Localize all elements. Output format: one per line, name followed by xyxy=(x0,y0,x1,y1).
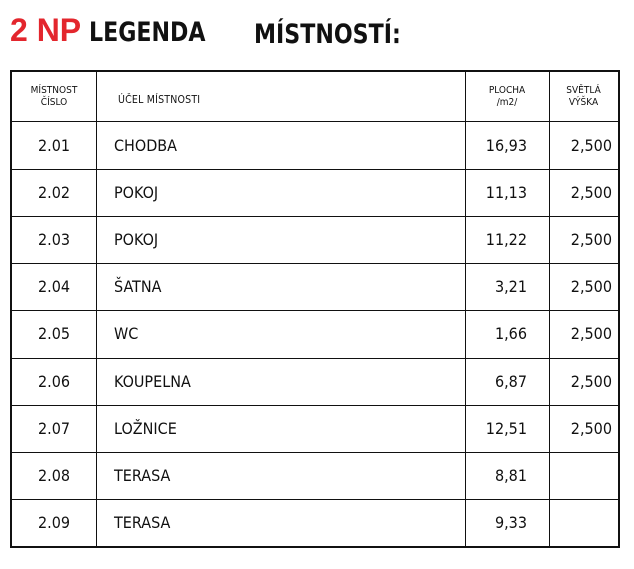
legend-label: LEGENDA xyxy=(89,17,206,48)
header-height xyxy=(549,72,618,122)
room-area: 11,22 xyxy=(485,230,527,250)
room-purpose: TERASA xyxy=(114,512,171,532)
room-height: 2,500 xyxy=(570,136,612,156)
room-number: 2.08 xyxy=(37,465,71,485)
header-area xyxy=(465,72,549,122)
room-height: 2,500 xyxy=(570,183,612,203)
room-purpose: POKOJ xyxy=(114,230,159,250)
room-purpose: ŠATNA xyxy=(114,277,162,297)
room-height xyxy=(549,499,618,546)
room-area: 1,66 xyxy=(494,324,527,344)
room-area: 16,93 xyxy=(485,136,527,156)
room-height xyxy=(549,452,618,499)
header-number-line2: ČÍSLO xyxy=(40,97,68,108)
header-height-line1: SVĚTLÁ xyxy=(566,85,601,96)
room-area: 11,13 xyxy=(485,183,527,203)
room-purpose: WC xyxy=(114,324,139,344)
header-purpose xyxy=(96,72,465,122)
room-number: 2.05 xyxy=(37,324,71,344)
room-height: 2,500 xyxy=(570,277,612,297)
room-area: 12,51 xyxy=(485,418,527,438)
rooms-label: MÍSTNOSTÍ: xyxy=(254,19,401,50)
room-area: 9,33 xyxy=(494,512,527,532)
header-number xyxy=(12,72,96,122)
room-purpose: LOŽNICE xyxy=(114,418,177,438)
room-number: 2.06 xyxy=(37,371,71,391)
header-area-line1: PLOCHA xyxy=(488,85,526,96)
rooms-table xyxy=(10,70,620,548)
room-number: 2.01 xyxy=(37,136,71,156)
room-area: 8,81 xyxy=(494,465,527,485)
room-area: 3,21 xyxy=(494,277,527,297)
header-height-line2: VÝŠKA xyxy=(568,97,599,108)
room-height: 2,500 xyxy=(570,324,612,344)
page-title xyxy=(10,12,231,52)
header-area-line2: /m2/ xyxy=(496,97,518,108)
room-purpose: CHODBA xyxy=(114,136,178,156)
header-purpose-label: ÚČEL MÍSTNOSTI xyxy=(118,93,201,106)
header-number-line1: MÍSTNOST xyxy=(30,85,78,96)
room-purpose: TERASA xyxy=(114,465,171,485)
room-number: 2.04 xyxy=(37,277,71,297)
room-purpose: POKOJ xyxy=(114,183,159,203)
room-height: 2,500 xyxy=(570,418,612,438)
room-number: 2.07 xyxy=(37,418,71,438)
room-height: 2,500 xyxy=(570,230,612,250)
room-number: 2.03 xyxy=(37,230,71,250)
room-height: 2,500 xyxy=(570,371,612,391)
room-area: 6,87 xyxy=(494,371,527,391)
room-number: 2.02 xyxy=(37,183,71,203)
room-number: 2.09 xyxy=(37,512,71,532)
floor-label: 2 NP xyxy=(10,12,82,48)
room-purpose: KOUPELNA xyxy=(114,371,191,391)
